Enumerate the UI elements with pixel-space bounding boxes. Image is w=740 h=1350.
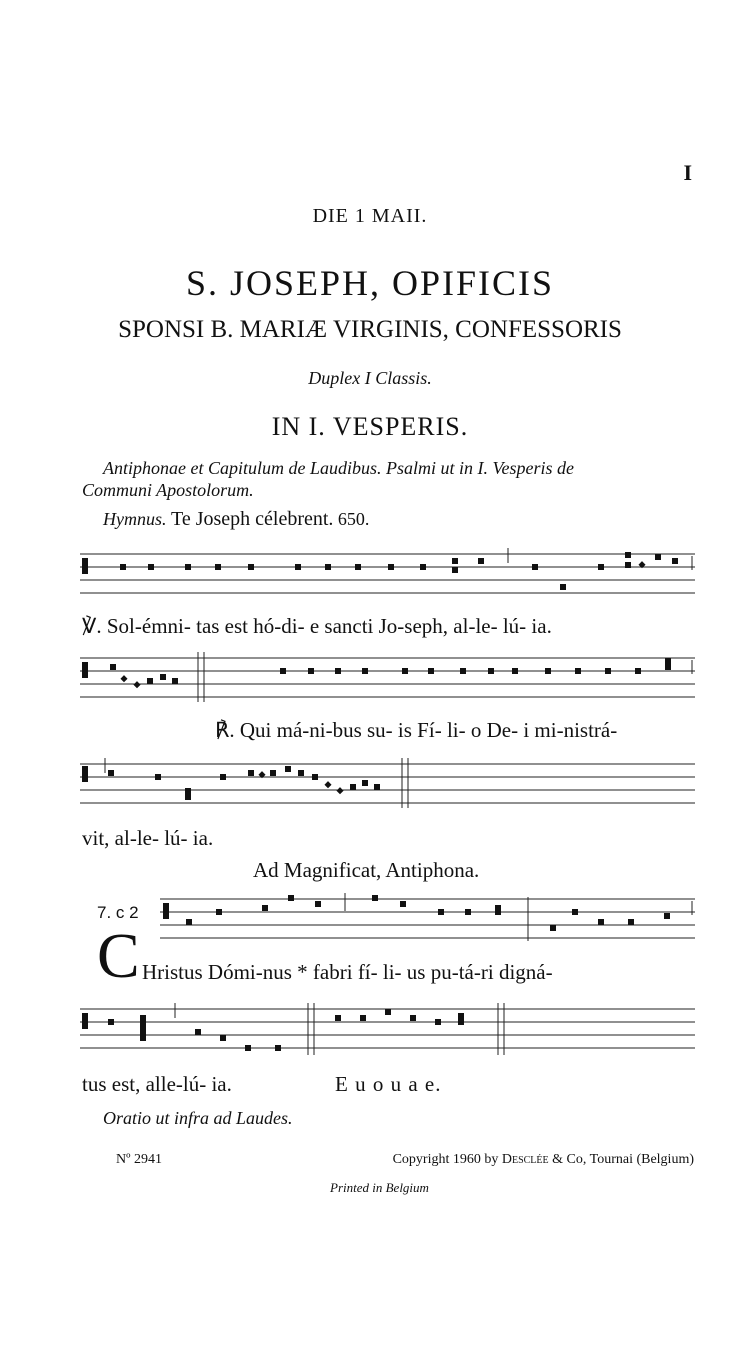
hymn-title: Te Joseph célebrent. [171, 508, 334, 530]
response-lyrics-end: vit, al-le- lú- ia. [82, 826, 214, 850]
chant-staff-1 [80, 548, 695, 604]
page-number: I [683, 160, 692, 185]
hymn-label: Hymnus. [103, 509, 167, 529]
versicle-lyrics: ℣. Sol-émni- tas est hó-di- e sancti Jo-seph, al-le- lú- ia. [82, 614, 552, 638]
publisher-name: Desclée [501, 1152, 549, 1167]
hymn-page: 650. [337, 509, 370, 529]
copyright-line [393, 1152, 694, 1168]
antiphon-lyrics-end: tus est, alle-lú- ia. [82, 1072, 232, 1096]
chant-staff-2 [80, 652, 695, 708]
copyright-prefix: Copyright 1960 by [392, 1152, 499, 1167]
mode-indicator: 7. c 2 [97, 903, 139, 922]
catalog-number: Nº 2941 [116, 1152, 162, 1167]
copyright-suffix: & Co, Tournai (Belgium) [552, 1152, 694, 1167]
rubric-antiphons-line1: Antiphonae et Capitulum de Laudibus. Psalmi ut in I. Vesperis de [103, 458, 574, 478]
chant-staff-5 [80, 1003, 695, 1059]
feast-title: S. JOSEPH, OPIFICIS [185, 263, 555, 303]
response-lyrics: ℟. Qui má-ni-bus su- is Fí- li- o De- i mi-nistrá- [215, 718, 618, 742]
oratio-rubric: Oratio ut infra ad Laudes. [103, 1108, 293, 1128]
magnificat-rubric: Ad Magnificat, Antiphona. [253, 858, 480, 882]
rubric-antiphons-line2: Communi Apostolorum. [82, 480, 254, 500]
antiphon-lyrics: Hristus Dómi-nus * fabri fí- li- us pu-tá-ri digná- [142, 960, 553, 984]
chant-staff-4 [160, 893, 695, 949]
printed-in-note: Printed in Belgium [330, 1180, 429, 1195]
drop-cap-initial: C [97, 920, 140, 991]
chant-staff-3 [80, 758, 695, 814]
feast-date: DIE 1 MAII. [312, 205, 428, 227]
hymn-rubric [103, 508, 369, 531]
feast-subtitle: SPONSI B. MARIÆ VIRGINIS, CONFESSORIS [118, 316, 622, 343]
feast-rank: Duplex I Classis. [308, 368, 432, 388]
office-heading: IN I. VESPERIS. [271, 412, 469, 441]
euouae-text: E u o u a e. [335, 1072, 442, 1096]
